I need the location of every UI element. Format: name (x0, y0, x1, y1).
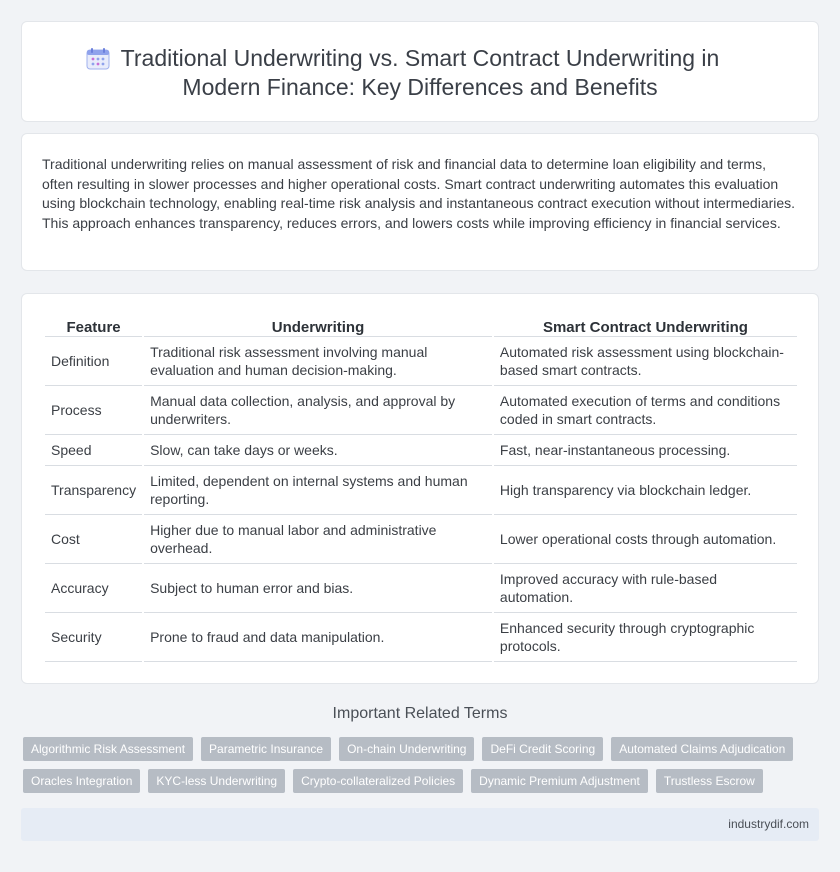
footer (21, 808, 819, 841)
related-terms-list (23, 737, 813, 801)
related-terms-title: Important Related Terms (332, 705, 508, 722)
row-underwriting: Slow, can take days or weeks. (144, 435, 492, 466)
row-underwriting: Manual data collection, analysis, and approval by underwriters. (144, 386, 492, 435)
row-feature: Transparency (45, 466, 142, 515)
tag-on-chain-underwriting[interactable]: On-chain Underwriting (339, 737, 474, 761)
intro-paragraph: Traditional underwriting relies on manual assessment of risk and financial data to determine loan eligibility and terms, often resulting in slower processes and higher operational costs. Smart contract underwriting automates this evaluation using blockchain technology, enabling real-time risk analysis and instantaneous contract execution without intermediaries. This approach enhances transparency, reduces errors, and lowers costs while improving efficiency in financial services. (42, 156, 796, 231)
row-underwriting: Limited, dependent on internal systems and human reporting. (144, 466, 492, 515)
comparison-card (21, 293, 819, 684)
row-smart-contract: High transparency via blockchain ledger. (494, 466, 797, 515)
tag-trustless-escrow[interactable]: Trustless Escrow (656, 769, 763, 793)
tag-row (23, 737, 813, 761)
row-smart-contract: Lower operational costs through automation. (494, 515, 797, 564)
row-smart-contract: Improved accuracy with rule-based automation. (494, 564, 797, 613)
page-title: Traditional Underwriting vs. Smart Contract Underwriting in Modern Finance: Key Differences and Benefits (120, 45, 720, 100)
table-row (45, 466, 797, 515)
row-feature: Definition (45, 337, 142, 386)
tag-kyc-less-underwriting[interactable]: KYC-less Underwriting (148, 769, 285, 793)
row-underwriting: Subject to human error and bias. (144, 564, 492, 613)
comparison-table (43, 316, 799, 662)
footer-site[interactable]: industrydif.com (728, 817, 809, 831)
table-row (45, 337, 797, 386)
row-underwriting: Traditional risk assessment involving manual evaluation and human decision-making. (144, 337, 492, 386)
row-feature: Speed (45, 435, 142, 466)
table-header-row (45, 316, 797, 337)
header-underwriting: Underwriting (144, 316, 492, 337)
row-underwriting: Prone to fraud and data manipulation. (144, 613, 492, 662)
header-feature: Feature (45, 316, 142, 337)
header-smart-contract: Smart Contract Underwriting (494, 316, 797, 337)
tag-crypto-collateralized-policies[interactable]: Crypto-collateralized Policies (293, 769, 463, 793)
row-feature: Security (45, 613, 142, 662)
row-feature: Process (45, 386, 142, 435)
row-smart-contract: Automated execution of terms and conditions coded in smart contracts. (494, 386, 797, 435)
row-smart-contract: Fast, near-instantaneous processing. (494, 435, 797, 466)
tag-defi-credit-scoring[interactable]: DeFi Credit Scoring (482, 737, 603, 761)
intro-card (21, 133, 819, 271)
table-row (45, 613, 797, 662)
row-smart-contract: Automated risk assessment using blockchain-based smart contracts. (494, 337, 797, 386)
table-row (45, 386, 797, 435)
row-feature: Accuracy (45, 564, 142, 613)
tag-row (23, 769, 813, 793)
table-row (45, 435, 797, 466)
title-card (21, 21, 819, 122)
tag-algorithmic-risk-assessment[interactable]: Algorithmic Risk Assessment (23, 737, 193, 761)
tag-automated-claims-adjudication[interactable]: Automated Claims Adjudication (611, 737, 793, 761)
table-row (45, 564, 797, 613)
row-underwriting: Higher due to manual labor and administrative overhead. (144, 515, 492, 564)
row-smart-contract: Enhanced security through cryptographic protocols. (494, 613, 797, 662)
table-row (45, 515, 797, 564)
tag-dynamic-premium-adjustment[interactable]: Dynamic Premium Adjustment (471, 769, 648, 793)
tag-parametric-insurance[interactable]: Parametric Insurance (201, 737, 331, 761)
row-feature: Cost (45, 515, 142, 564)
tag-oracles-integration[interactable]: Oracles Integration (23, 769, 140, 793)
